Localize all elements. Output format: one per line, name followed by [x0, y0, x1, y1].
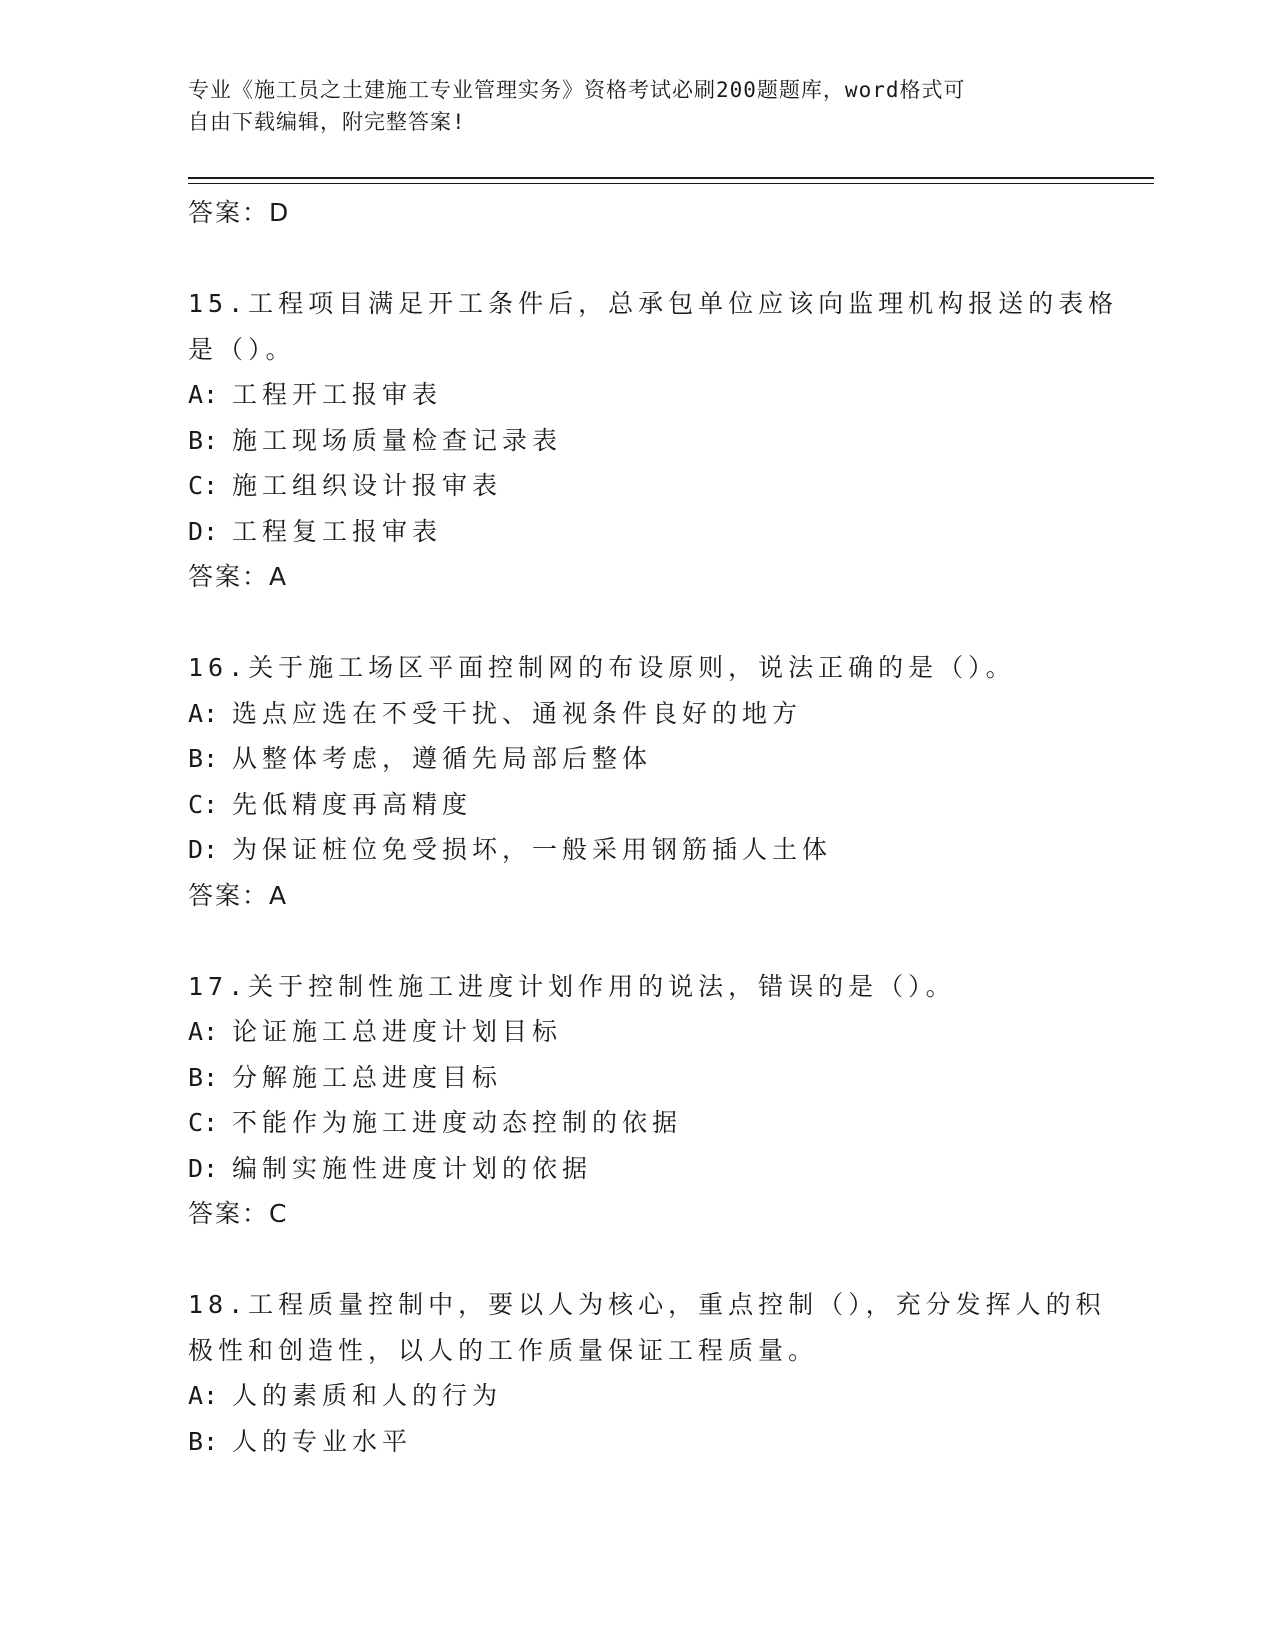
option-text: 工程开工报审表: [232, 380, 443, 409]
question-stem: 15.工程项目满足开工条件后，总承包单位应该向监理机构报送的表格: [188, 289, 1119, 318]
question-stem: 17.关于控制性施工进度计划作用的说法，错误的是（）。: [188, 971, 956, 1001]
option-a: [188, 691, 1088, 737]
option-d: [188, 827, 1088, 873]
document-header: [188, 74, 1068, 138]
option-letter: B:: [188, 425, 219, 455]
option-letter: A:: [188, 380, 219, 409]
header-line-2: 自由下载编辑，附完整答案!: [188, 110, 466, 134]
header-line-1: 专业《施工员之土建施工专业管理实务》资格考试必刷200题题库，word格式可: [188, 78, 966, 102]
question-block: [188, 281, 1119, 600]
option-letter: D:: [188, 1153, 219, 1183]
option-b: [188, 736, 1088, 782]
question-stem: 16.关于施工场区平面控制网的布设原则，说法正确的是（）。: [188, 653, 1016, 682]
question-stem: 18.工程质量控制中，要以人为核心，重点控制（），充分发挥人的积: [188, 1290, 1106, 1319]
option-b: [188, 1419, 1088, 1465]
option-b: [188, 1055, 1088, 1101]
option-text: 从整体考虑，遵循先局部后整体: [232, 744, 653, 773]
option-text: 工程复工报审表: [232, 516, 443, 546]
option-a: [188, 372, 1088, 418]
option-c: [188, 463, 1088, 509]
question-stem: 极性和创造性，以人的工作质量保证工程质量。: [188, 1335, 819, 1365]
option-letter: B:: [188, 1426, 219, 1456]
question-block: [188, 964, 1088, 1237]
option-letter: C:: [188, 471, 219, 500]
option-d: [188, 1146, 1088, 1192]
option-text: 人的专业水平: [232, 1426, 413, 1456]
option-text: 不能作为施工进度动态控制的依据: [232, 1108, 683, 1137]
option-letter: C:: [188, 789, 219, 819]
option-letter: D:: [188, 835, 219, 864]
spacer: [188, 236, 1088, 282]
option-text: 选点应选在不受干扰、通视条件良好的地方: [232, 698, 803, 728]
question-block: [188, 1282, 1106, 1464]
option-text: 分解施工总进度目标: [232, 1062, 503, 1092]
option-a: [188, 1009, 1088, 1055]
spacer: [188, 918, 1088, 964]
question-content: [188, 190, 1119, 1464]
option-text: 论证施工总进度计划目标: [232, 1017, 563, 1046]
answer-line: 答案：C: [188, 1199, 289, 1228]
option-letter: D:: [188, 516, 219, 546]
option-text: 编制实施性进度计划的依据: [232, 1153, 593, 1183]
question-stem: 是（）。: [188, 334, 296, 364]
option-c: [188, 1100, 1088, 1146]
question-block: [188, 645, 1088, 918]
answer-line: 答案：A: [188, 880, 289, 910]
option-text: 施工组织设计报审表: [232, 471, 503, 500]
option-c: [188, 782, 1088, 828]
option-a: [188, 1373, 1088, 1419]
option-letter: A:: [188, 698, 219, 728]
spacer: [188, 600, 1088, 646]
option-d: [188, 509, 1088, 555]
option-letter: C:: [188, 1108, 219, 1137]
spacer: [188, 1237, 1088, 1283]
option-letter: B:: [188, 744, 219, 773]
answer-line: 答案：D: [188, 198, 291, 227]
option-text: 为保证桩位免受损坏，一般采用钢筋插人土体: [232, 835, 833, 864]
option-letter: A:: [188, 1017, 219, 1046]
option-text: 人的素质和人的行为: [232, 1381, 503, 1410]
header-divider-thin: [188, 183, 1154, 184]
option-text: 先低精度再高精度: [232, 789, 473, 819]
option-letter: B:: [188, 1062, 219, 1092]
option-text: 施工现场质量检查记录表: [232, 425, 563, 455]
header-divider-thick: [188, 177, 1154, 179]
option-b: [188, 418, 1088, 464]
answer-line: 答案：A: [188, 562, 289, 591]
option-letter: A:: [188, 1381, 219, 1410]
